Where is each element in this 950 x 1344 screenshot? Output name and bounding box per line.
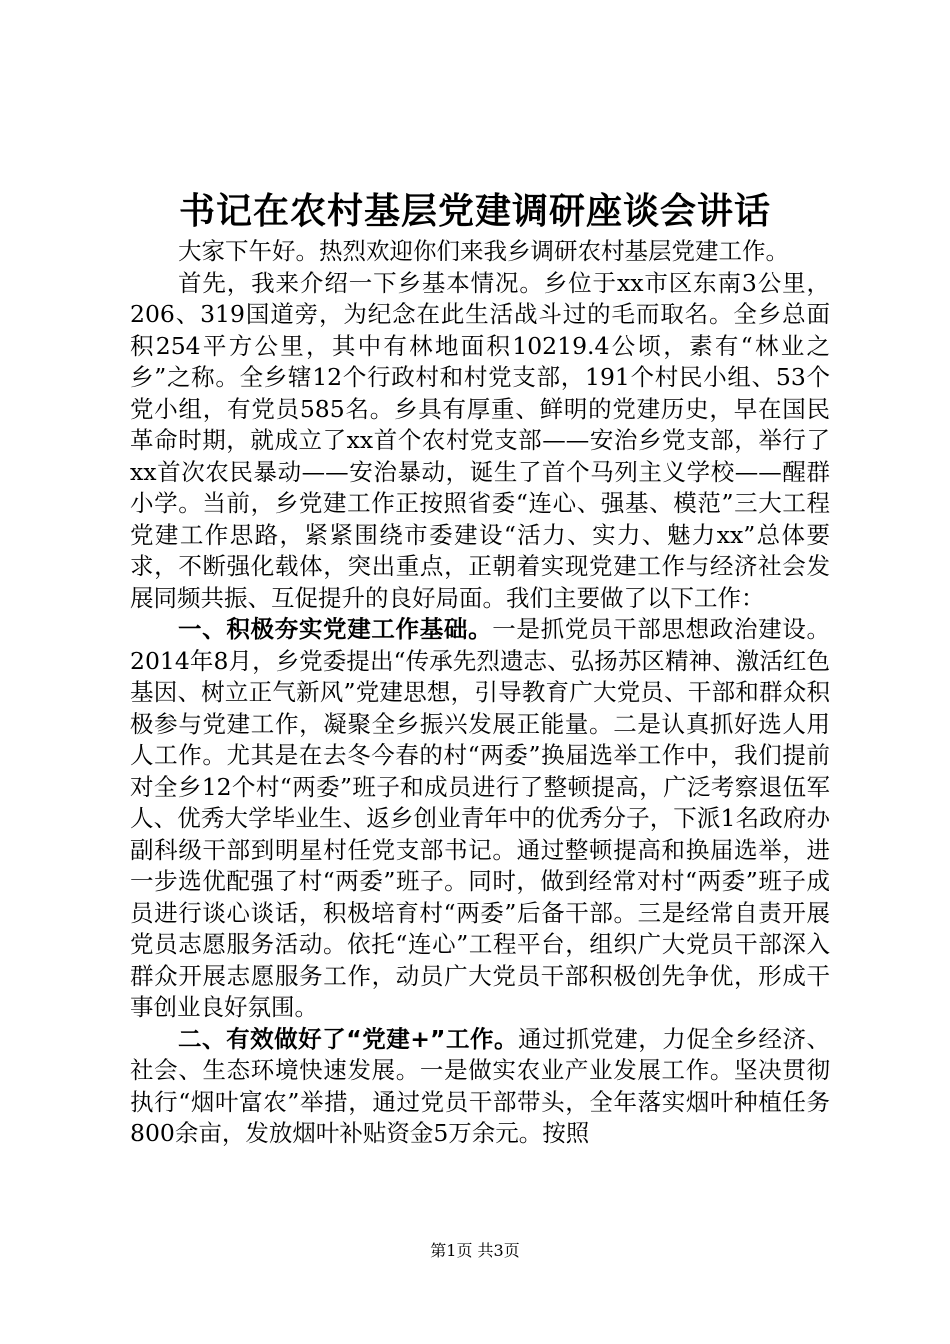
document-title: 书记在农村基层党建调研座谈会讲话	[178, 190, 771, 232]
paragraph-text: 首先，我来介绍一下乡基本情况。乡位于xx市区东南3公里，206、319国道旁，为纪念在此生活战斗过的毛而取名。全乡总面积254平方公里，其中有林地面积10219.4公顷，素有“林业之乡”之称。全乡辖12个行政村和村党支部，191个村民小组、53个党小组，有党员585名。乡具有厚重、鲜明的党建历史，早在国民革命时期，就成立了xx首个农村党支部——安治乡党支部，举行了xx首次农民暴动——安治暴动，诞生了首个马列主义学校——醒群小学。当前，乡党建工作正按照省委“连心、强基、模范”三大工程党建工作思路，紧紧围绕市委建设“活力、实力、魅力xx”总体要求，不断强化载体，突出重点，正朝着实现党建工作与经济社会发展同频共振、互促提升的良好局面。我们主要做了以下工作：	[130, 268, 830, 612]
paragraph-section-one	[130, 614, 830, 1024]
paragraph-section-two	[130, 1024, 830, 1150]
page-footer: 第1页 共3页	[430, 1241, 520, 1260]
section-heading: 二、有效做好了“党建+”工作。	[178, 1024, 519, 1053]
paragraph-introduction	[130, 268, 830, 615]
section-heading: 一、积极夯实党建工作基础。	[178, 615, 493, 643]
paragraph-text: 通过抓党建，力促全乡经济、社会、生态环境快速发展。一是做实农业产业发展工作。坚决贯彻执行“烟叶富农”举措，通过党员干部带头，全年落实烟叶种植任务800余亩，发放烟叶补贴资金5万余元。按照	[130, 1024, 830, 1147]
paragraph-text: 一是抓党员干部思想政治建设。2014年8月，乡党委提出“传承先烈遗志、弘扬苏区精神、激活红色基因、树立正气新风”党建思想，引导教育广大党员、干部和群众积极参与党建工作，凝聚全乡振兴发展正能量。二是认真抓好选人用人工作。尤其是在去冬今春的村“两委”换届选举工作中，我们提前对全乡12个村“两委”班子和成员进行了整顿提高，广泛考察退伍军人、优秀大学毕业生、返乡创业青年中的优秀分子，下派1名政府办副科级干部到明星村任党支部书记。通过整顿提高和换届选举，进一步选优配强了村“两委”班子。同时，做到经常对村“两委”班子成员进行谈心谈话，积极培育村“两委”后备干部。三是经常自责开展党员志愿服务活动。依托“连心”工程平台，组织广大党员干部深入群众开展志愿服务工作，动员广大党员干部积极创先争优，形成干事创业良好氛围。	[130, 615, 830, 1021]
paragraph-text: 大家下午好。热烈欢迎你们来我乡调研农村基层党建工作。	[178, 237, 789, 265]
paragraph-greeting	[130, 236, 830, 268]
document-body	[130, 236, 830, 1150]
